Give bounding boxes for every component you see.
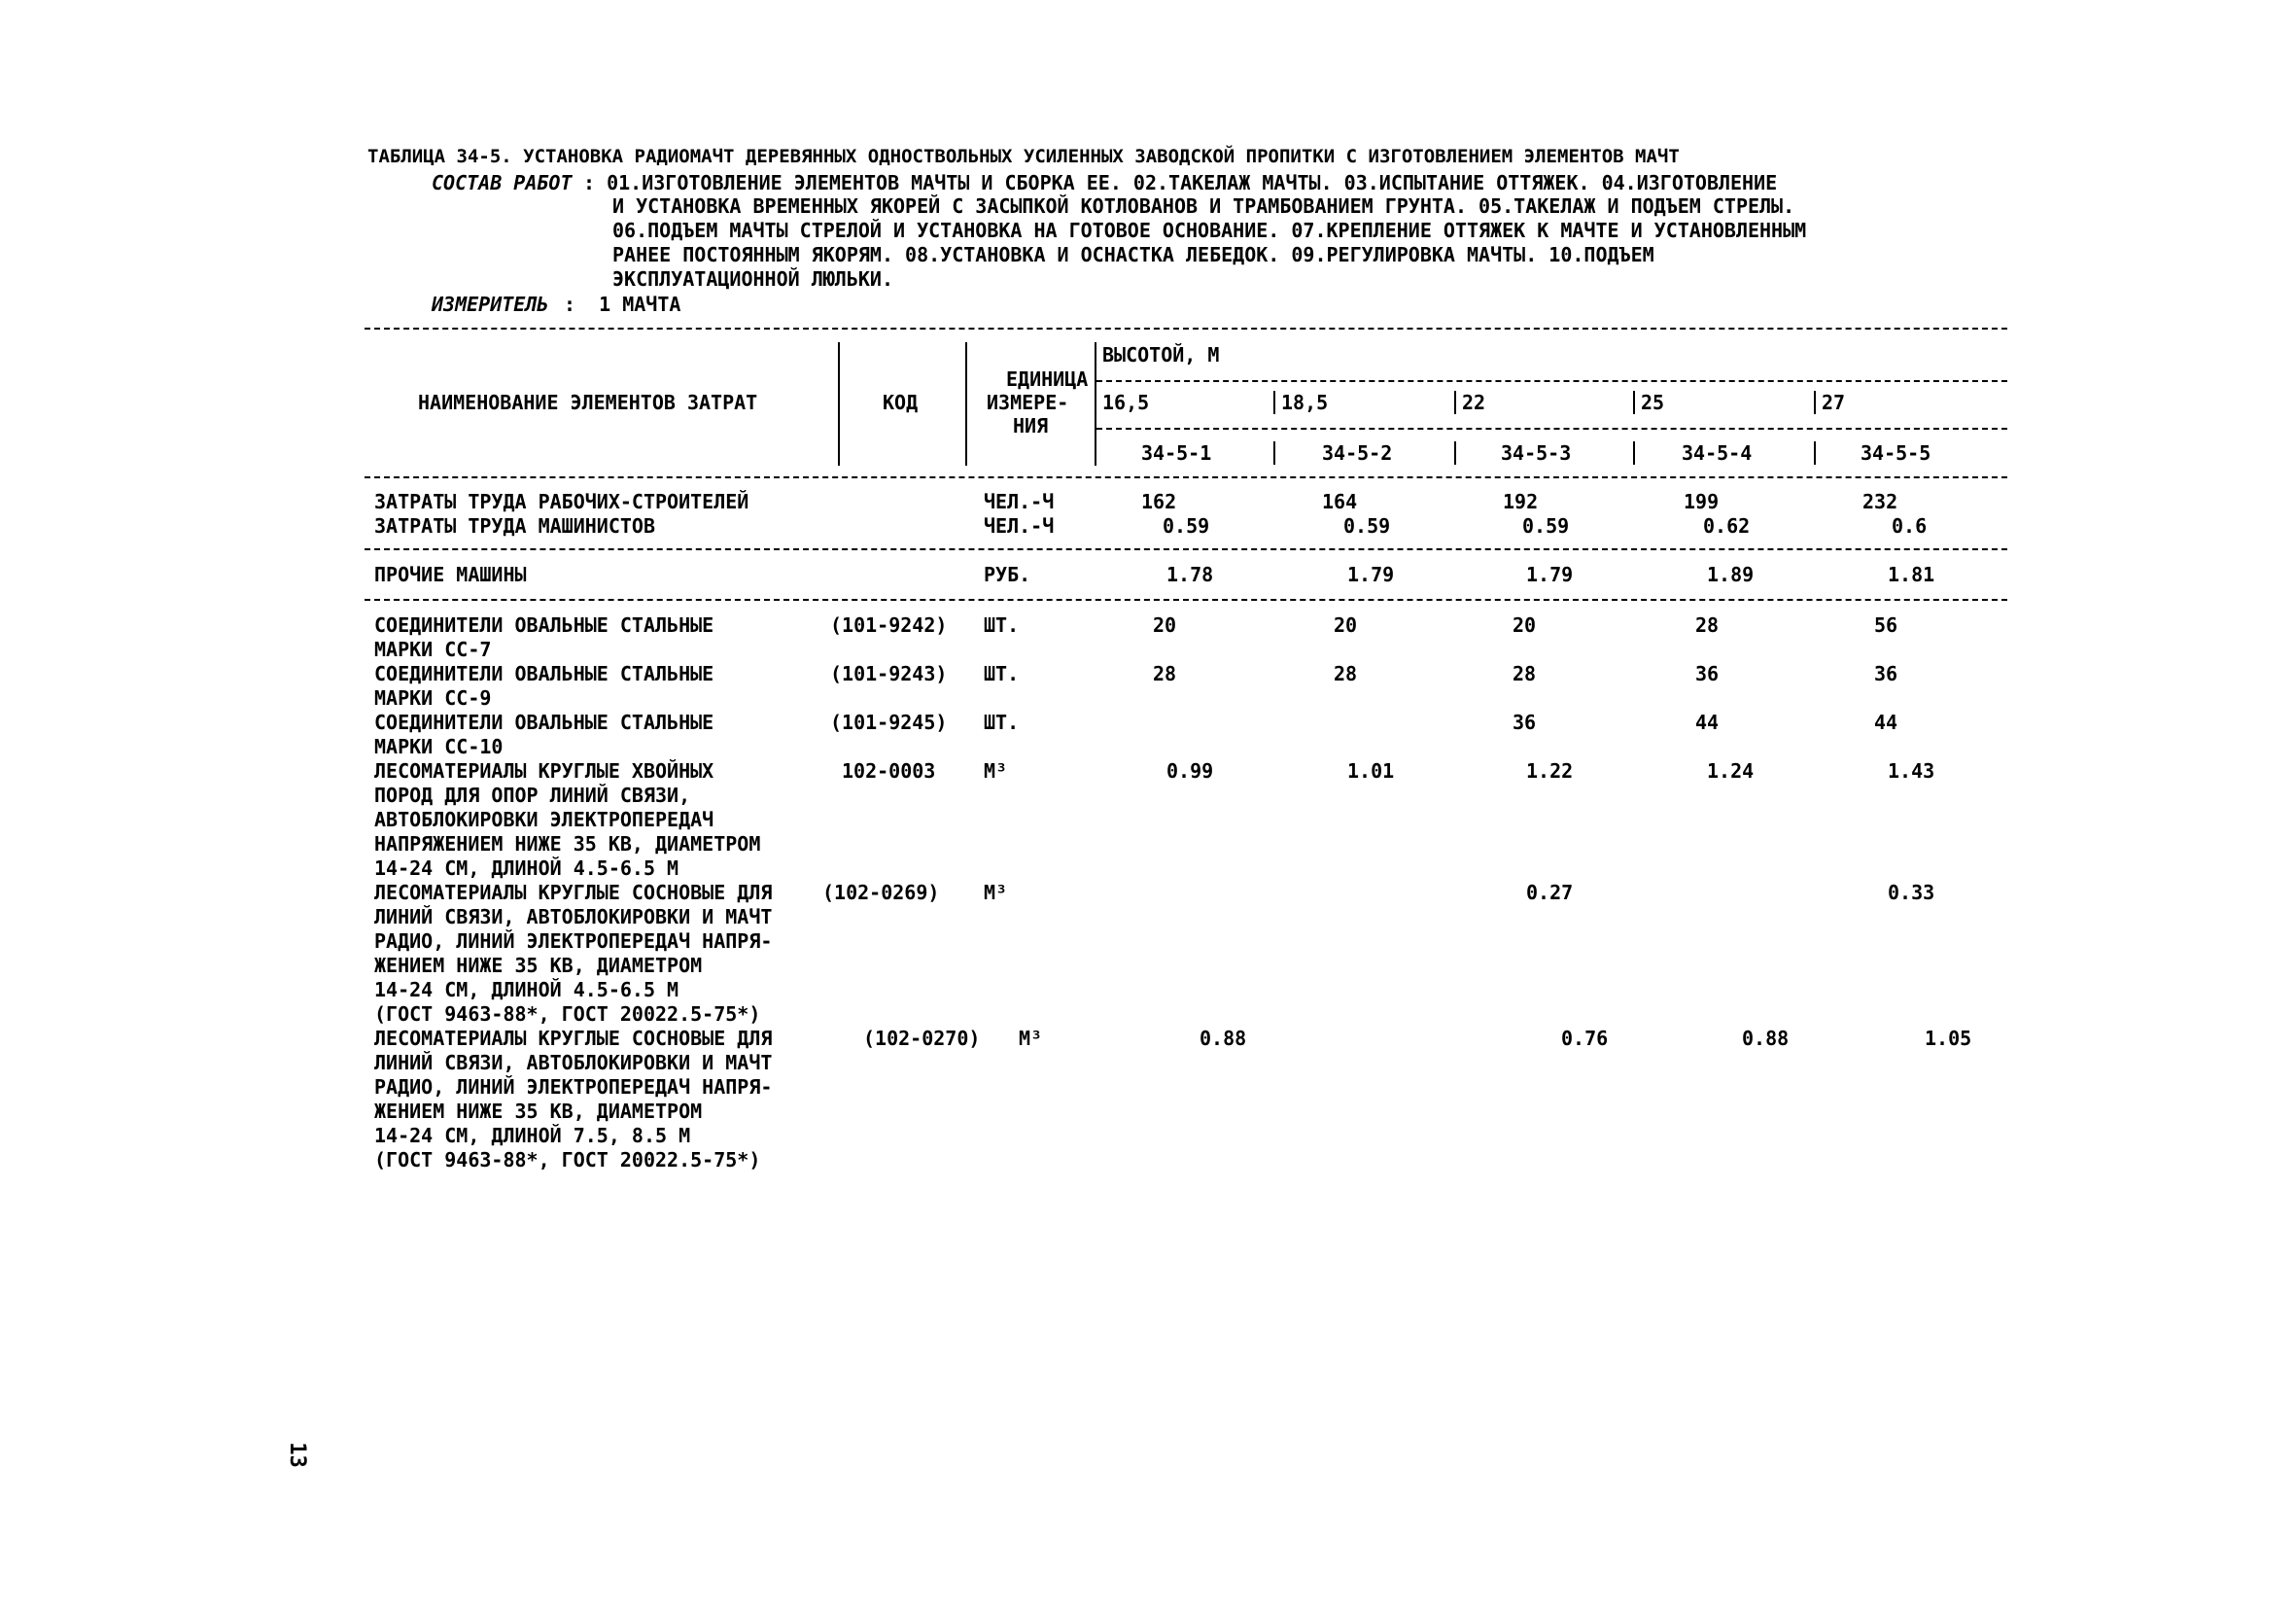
row-value: 0.99 xyxy=(1166,759,1214,783)
row-name: (ГОСТ 9463-88*, ГОСТ 20022.5-75*) xyxy=(374,1002,761,1026)
row-name: 14-24 СМ, ДЛИНОЙ 4.5-6.5 М xyxy=(374,856,679,880)
row-value: 164 xyxy=(1322,490,1358,513)
col-header-unit: НИЯ xyxy=(1013,414,1049,437)
col-header-height-label: ВЫСОТОЙ, М xyxy=(1102,343,1220,367)
col-header-unit: ЕДИНИЦА xyxy=(1006,367,1089,391)
row-code: (101-9243) xyxy=(830,662,948,685)
row-value: 20 xyxy=(1334,613,1358,637)
row-value: 0.88 xyxy=(1742,1027,1790,1050)
rule-section-2 xyxy=(365,599,2007,601)
measure-label: ИЗМЕРИТЕЛЬ xyxy=(432,293,549,316)
row-value: 0.88 xyxy=(1200,1027,1247,1050)
height-value: 16,5 xyxy=(1102,391,1150,414)
row-value: 1.81 xyxy=(1888,563,1935,586)
row-unit: М³ xyxy=(1019,1027,1043,1050)
row-name: МАРКИ СС-10 xyxy=(374,735,504,758)
rule-header-bottom xyxy=(365,476,2007,478)
col-divider-c2 xyxy=(1273,441,1275,465)
norm-code: 34-5-5 xyxy=(1861,441,1931,465)
row-name: (ГОСТ 9463-88*, ГОСТ 20022.5-75*) xyxy=(374,1148,761,1171)
row-name: ЛЕСОМАТЕРИАЛЫ КРУГЛЫЕ СОСНОВЫЕ ДЛЯ xyxy=(374,881,773,904)
col-divider-unit xyxy=(965,342,967,466)
col-header-unit: ИЗМЕРЕ- xyxy=(987,391,1069,414)
col-divider-h3 xyxy=(1454,391,1456,414)
row-name: РАДИО, ЛИНИЙ ЭЛЕКТРОПЕРЕДАЧ НАПРЯ- xyxy=(374,929,773,953)
rule-height-top xyxy=(1096,380,2007,382)
rule-section-1 xyxy=(365,548,2007,550)
row-value: 1.01 xyxy=(1347,759,1395,783)
col-divider-c5 xyxy=(1814,441,1816,465)
row-name: ЗАТРАТЫ ТРУДА РАБОЧИХ-СТРОИТЕЛЕЙ xyxy=(374,490,749,513)
row-value: 20 xyxy=(1153,613,1177,637)
row-code: 102-0003 xyxy=(842,759,936,783)
row-name: ЛЕСОМАТЕРИАЛЫ КРУГЛЫЕ СОСНОВЫЕ ДЛЯ xyxy=(374,1027,773,1050)
height-value: 25 xyxy=(1641,391,1665,414)
row-code: (101-9245) xyxy=(830,711,948,734)
row-unit: ЧЕЛ.-Ч xyxy=(984,490,1055,513)
row-name: СОЕДИНИТЕЛИ ОВАЛЬНЫЕ СТАЛЬНЫЕ xyxy=(374,613,714,637)
row-name: ЗАТРАТЫ ТРУДА МАШИНИСТОВ xyxy=(374,514,655,538)
row-value: 0.62 xyxy=(1703,514,1751,538)
row-code: (102-0270) xyxy=(863,1027,981,1050)
row-value: 162 xyxy=(1141,490,1177,513)
col-divider-c4 xyxy=(1633,441,1635,465)
row-value: 192 xyxy=(1503,490,1539,513)
row-value: 1.78 xyxy=(1166,563,1214,586)
row-value: 28 xyxy=(1153,662,1177,685)
norm-code: 34-5-4 xyxy=(1682,441,1753,465)
row-name: СОЕДИНИТЕЛИ ОВАЛЬНЫЕ СТАЛЬНЫЕ xyxy=(374,662,714,685)
row-value: 44 xyxy=(1874,711,1898,734)
row-unit: РУБ. xyxy=(984,563,1031,586)
table-title: ТАБЛИЦА 34-5. УСТАНОВКА РАДИОМАЧТ ДЕРЕВЯННЫХ ОДНОСТВОЛЬНЫХ УСИЛЕННЫХ ЗАВОДСКОЙ ПРОПИТКИ С ИЗГОТОВЛЕНИЕМ ЭЛЕМЕНТОВ МАЧТ xyxy=(367,146,1680,167)
height-value: 27 xyxy=(1822,391,1846,414)
works-line: : 01.ИЗГОТОВЛЕНИЕ ЭЛЕМЕНТОВ МАЧТЫ И СБОРКА ЕЕ. 02.ТАКЕЛАЖ МАЧТЫ. 03.ИСПЫТАНИЕ ОТТЯЖЕК. 04.ИЗГОТОВЛЕНИЕ xyxy=(583,171,1778,194)
row-value: 36 xyxy=(1874,662,1898,685)
row-value: 36 xyxy=(1695,662,1720,685)
row-name: ЖЕНИЕМ НИЖЕ 35 КВ, ДИАМЕТРОМ xyxy=(374,1100,703,1123)
col-divider-h5 xyxy=(1814,391,1816,414)
works-label: СОСТАВ РАБОТ xyxy=(432,171,573,194)
row-value: 199 xyxy=(1684,490,1720,513)
row-value: 1.79 xyxy=(1347,563,1395,586)
works-line: РАНЕЕ ПОСТОЯННЫМ ЯКОРЯМ. 08.УСТАНОВКА И ОСНАСТКА ЛЕБЕДОК. 09.РЕГУЛИРОВКА МАЧТЫ. 10.ПОДЪЕМ xyxy=(612,243,1654,266)
row-value: 0.27 xyxy=(1526,881,1574,904)
col-divider-h2 xyxy=(1273,391,1275,414)
row-name: ПРОЧИЕ МАШИНЫ xyxy=(374,563,527,586)
row-name: ПОРОД ДЛЯ ОПОР ЛИНИЙ СВЯЗИ, xyxy=(374,784,691,807)
row-value: 20 xyxy=(1513,613,1537,637)
row-value: 28 xyxy=(1334,662,1358,685)
row-name: СОЕДИНИТЕЛИ ОВАЛЬНЫЕ СТАЛЬНЫЕ xyxy=(374,711,714,734)
row-value: 232 xyxy=(1862,490,1898,513)
row-value: 56 xyxy=(1874,613,1898,637)
row-name: РАДИО, ЛИНИЙ ЭЛЕКТРОПЕРЕДАЧ НАПРЯ- xyxy=(374,1075,773,1099)
row-unit: М³ xyxy=(984,759,1008,783)
row-value: 1.89 xyxy=(1707,563,1755,586)
row-name: НАПРЯЖЕНИЕМ НИЖЕ 35 КВ, ДИАМЕТРОМ xyxy=(374,832,761,856)
row-value: 0.59 xyxy=(1343,514,1391,538)
rule-height-bottom xyxy=(1096,428,2007,430)
height-value: 18,5 xyxy=(1281,391,1329,414)
col-header-code: КОД xyxy=(883,391,919,414)
row-name: МАРКИ СС-9 xyxy=(374,686,492,710)
row-value: 0.6 xyxy=(1892,514,1928,538)
rule-top xyxy=(365,328,2007,330)
row-unit: ЧЕЛ.-Ч xyxy=(984,514,1055,538)
row-unit: ШТ. xyxy=(984,711,1020,734)
row-value: 36 xyxy=(1513,711,1537,734)
row-name: ЛЕСОМАТЕРИАЛЫ КРУГЛЫЕ ХВОЙНЫХ xyxy=(374,759,714,783)
row-value: 1.05 xyxy=(1925,1027,1972,1050)
height-value: 22 xyxy=(1462,391,1486,414)
row-name: МАРКИ СС-7 xyxy=(374,638,492,661)
page-number: 13 xyxy=(284,1442,309,1468)
works-line: ЭКСПЛУАТАЦИОННОЙ ЛЮЛЬКИ. xyxy=(612,267,893,291)
row-name: ЛИНИЙ СВЯЗИ, АВТОБЛОКИРОВКИ И МАЧТ xyxy=(374,1051,773,1074)
norm-code: 34-5-3 xyxy=(1501,441,1572,465)
row-value: 1.79 xyxy=(1526,563,1574,586)
row-value: 0.59 xyxy=(1163,514,1210,538)
row-value: 0.33 xyxy=(1888,881,1935,904)
works-line: 06.ПОДЪЕМ МАЧТЫ СТРЕЛОЙ И УСТАНОВКА НА ГОТОВОЕ ОСНОВАНИЕ. 07.КРЕПЛЕНИЕ ОТТЯЖЕК К МАЧТЕ И УСТАНОВЛЕННЫМ xyxy=(612,219,1807,242)
row-name: ЛИНИЙ СВЯЗИ, АВТОБЛОКИРОВКИ И МАЧТ xyxy=(374,905,773,928)
row-unit: ШТ. xyxy=(984,613,1020,637)
row-value: 1.22 xyxy=(1526,759,1574,783)
row-name: ЖЕНИЕМ НИЖЕ 35 КВ, ДИАМЕТРОМ xyxy=(374,954,703,977)
col-header-name: НАИМЕНОВАНИЕ ЭЛЕМЕНТОВ ЗАТРАТ xyxy=(418,391,758,414)
norm-code: 34-5-2 xyxy=(1322,441,1393,465)
row-value: 1.24 xyxy=(1707,759,1755,783)
col-divider-code xyxy=(838,342,840,466)
row-value: 28 xyxy=(1695,613,1720,637)
col-divider-c3 xyxy=(1454,441,1456,465)
row-value: 28 xyxy=(1513,662,1537,685)
measure-value: : 1 МАЧТА xyxy=(564,293,681,316)
row-value: 0.76 xyxy=(1561,1027,1609,1050)
works-line: И УСТАНОВКА ВРЕМЕННЫХ ЯКОРЕЙ С ЗАСЫПКОЙ КОТЛОВАНОВ И ТРАМБОВАНИЕМ ГРУНТА. 05.ТАКЕЛАЖ И ПОДЪЕМ СТРЕЛЫ. xyxy=(612,194,1795,218)
row-name: 14-24 СМ, ДЛИНОЙ 4.5-6.5 М xyxy=(374,978,679,1001)
row-value: 44 xyxy=(1695,711,1720,734)
norm-code: 34-5-1 xyxy=(1141,441,1212,465)
row-name: 14-24 СМ, ДЛИНОЙ 7.5, 8.5 М xyxy=(374,1124,691,1147)
row-code: (102-0269) xyxy=(822,881,940,904)
row-value: 0.59 xyxy=(1522,514,1570,538)
row-unit: ШТ. xyxy=(984,662,1020,685)
row-unit: М³ xyxy=(984,881,1008,904)
row-value: 1.43 xyxy=(1888,759,1935,783)
col-divider-h4 xyxy=(1633,391,1635,414)
col-divider-height xyxy=(1095,342,1096,466)
row-code: (101-9242) xyxy=(830,613,948,637)
row-name: АВТОБЛОКИРОВКИ ЭЛЕКТРОПЕРЕДАЧ xyxy=(374,808,714,831)
